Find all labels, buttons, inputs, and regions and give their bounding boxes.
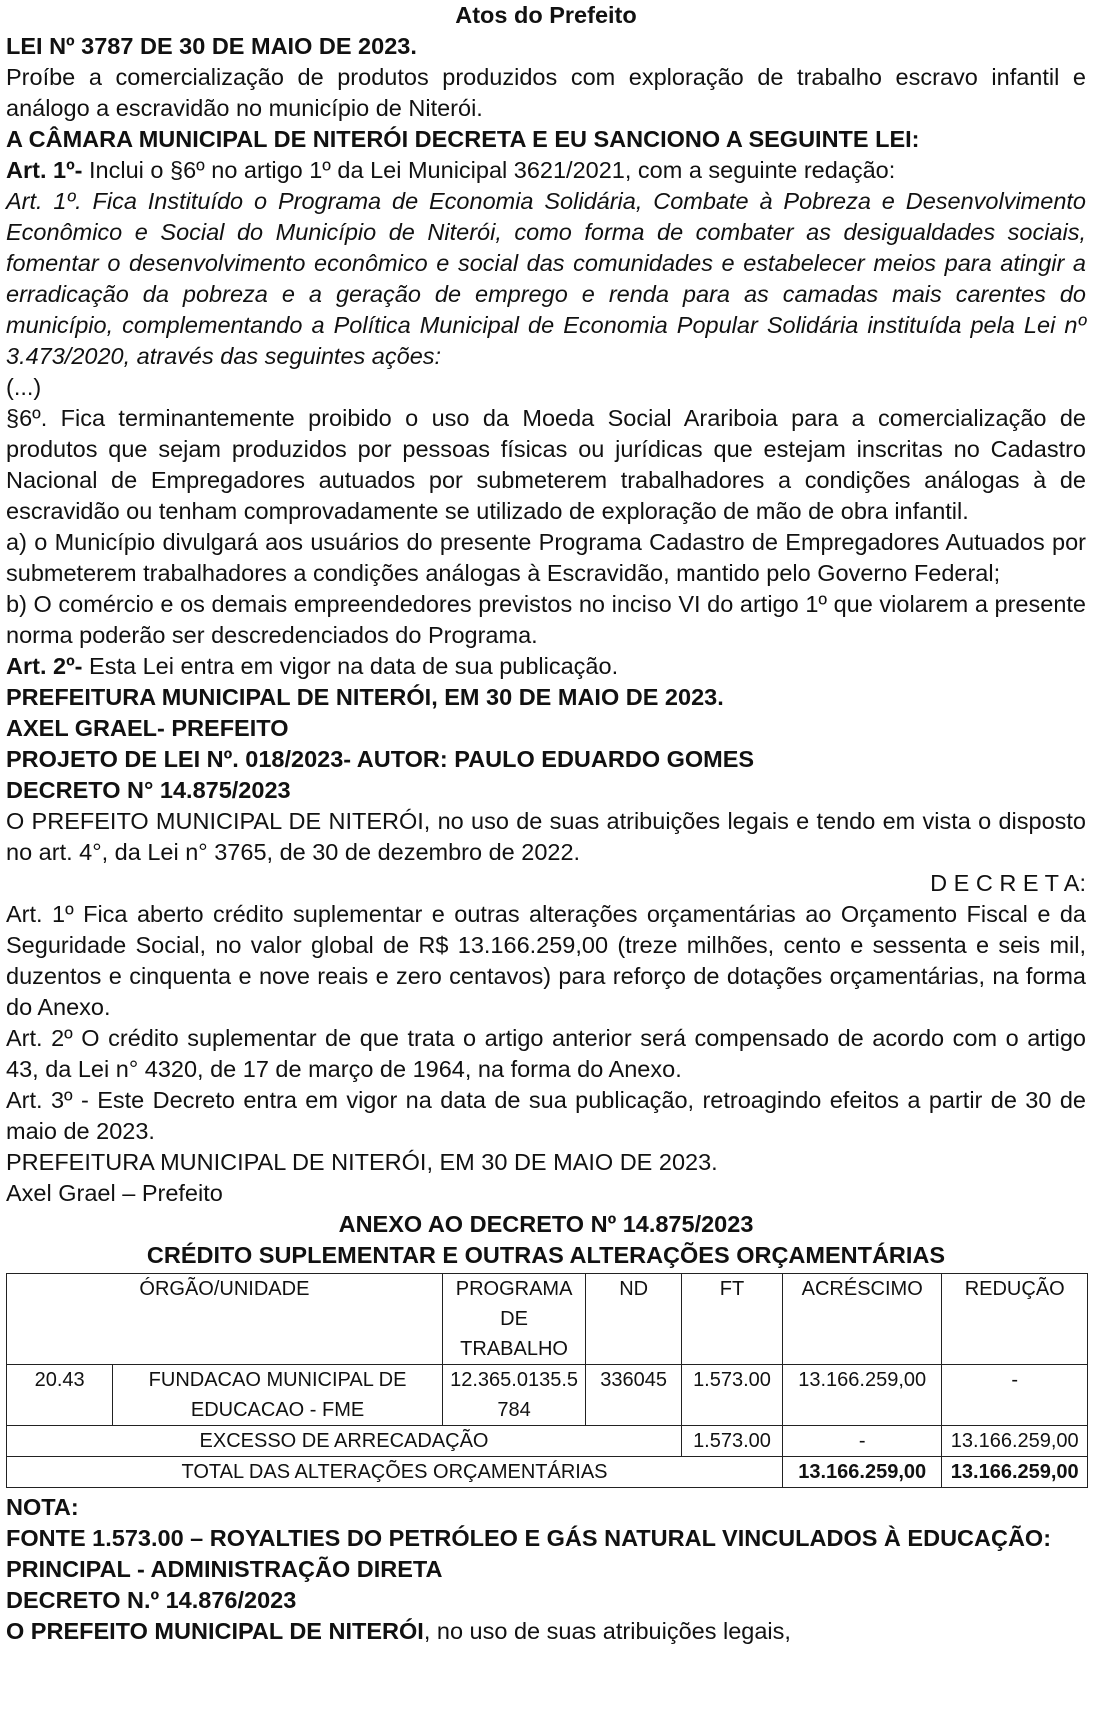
- decree2-title: DECRETO N.º 14.876/2023: [6, 1587, 297, 1613]
- cell-programa: 12.365.0135.5784: [442, 1365, 586, 1426]
- annex-subtitle: CRÉDITO SUPLEMENTAR E OUTRAS ALTERAÇÕES ORÇAMENTÁRIAS: [146, 1242, 946, 1268]
- cell-excesso-reducao: 13.166.259,00: [942, 1426, 1088, 1457]
- decree-art2: Art. 2º O crédito suplementar de que trata o artigo anterior será compensado de acordo com o artigo 43, da Lei n° 4320, de 17 de março de 1964, na forma do Anexo.: [6, 1025, 1086, 1082]
- header-programa: PROGRAMA DE TRABALHO: [442, 1274, 586, 1365]
- decree2-preamble: [6, 1616, 1086, 1647]
- header-acrescimo: ACRÉSCIMO: [782, 1274, 941, 1365]
- law-title: LEI Nº 3787 DE 30 DE MAIO DE 2023.: [6, 33, 417, 59]
- cell-reducao: -: [942, 1365, 1088, 1426]
- decree-art1: Art. 1º Fica aberto crédito suplementar e outras alterações orçamentárias ao Orçamento Fiscal e da Seguridade Social, no valor global de R$ 13.166.259,00 (treze milhões, cento e sessenta e seis mil, duzentos e cinquenta e nove reais e zero centavos) para reforço de dotações orçamentárias, na forma do Anexo.: [6, 901, 1086, 1020]
- note-label: NOTA:: [6, 1494, 79, 1520]
- paragraph-6: §6º. Fica terminantemente proibido o uso da Moeda Social Arariboia para a comercialização de produtos que sejam produzidos por pessoas físicas ou jurídicas que estejam inscritas no Cadastro Nacional de Empregadores autuados por submeterem trabalhadores a condições análogas à de escravidão ou tenham comprovadamente se utilizado de exploração de mão de obra infantil.: [6, 405, 1086, 524]
- ellipsis: (...): [6, 374, 42, 400]
- cell-nd: 336045: [586, 1365, 682, 1426]
- header-nd: ND: [586, 1274, 682, 1365]
- decree2-preamble-rest: , no uso de suas atribuições legais,: [423, 1618, 791, 1644]
- table-row: [7, 1426, 1088, 1457]
- art1-label: Art. 1º-: [6, 157, 83, 183]
- annex-title: ANEXO AO DECRETO Nº 14.875/2023: [338, 1211, 754, 1237]
- law-signature: AXEL GRAEL- PREFEITO: [6, 715, 289, 741]
- cell-code: 20.43: [7, 1365, 113, 1426]
- cell-excesso-acrescimo: -: [782, 1426, 941, 1457]
- item-a: a) o Município divulgará aos usuários do presente Programa Cadastro de Empregadores Autuados por submeterem trabalhadores a condições análogas à Escravidão, mantido pelo Governo Federal;: [6, 529, 1086, 586]
- decree-art3: Art. 3º - Este Decreto entra em vigor na data de sua publicação, retroagindo efeitos a partir de 30 de maio de 2023.: [6, 1087, 1086, 1144]
- cell-total-reducao: 13.166.259,00: [942, 1457, 1088, 1488]
- law-prefeitura: PREFEITURA MUNICIPAL DE NITERÓI, EM 30 DE MAIO DE 2023.: [6, 684, 724, 710]
- note-text: FONTE 1.573.00 – ROYALTIES DO PETRÓLEO E GÁS NATURAL VINCULADOS À EDUCAÇÃO: PRINCIPAL - ADMINISTRAÇÃO DIRETA: [6, 1525, 1052, 1582]
- section-title: Atos do Prefeito: [455, 2, 637, 28]
- table-row: [7, 1365, 1088, 1426]
- art1-text: Inclui o §6º no artigo 1º da Lei Municipal 3621/2021, com a seguinte redação:: [82, 157, 896, 183]
- cell-excesso-ft: 1.573.00: [682, 1426, 783, 1457]
- law-projeto: PROJETO DE LEI Nº. 018/2023- AUTOR: PAULO EDUARDO GOMES: [6, 746, 755, 772]
- cell-unit: FUNDACAO MUNICIPAL DE EDUCACAO - FME: [113, 1365, 443, 1426]
- cell-acrescimo: 13.166.259,00: [782, 1365, 941, 1426]
- table-header-row: [7, 1274, 1088, 1365]
- decree-preamble: O PREFEITO MUNICIPAL DE NITERÓI, no uso de suas atribuições legais e tendo em vista o disposto no art. 4°, da Lei n° 3765, de 30 de dezembro de 2022.: [6, 808, 1086, 865]
- cell-ft: 1.573.00: [682, 1365, 783, 1426]
- header-reducao: REDUÇÃO: [942, 1274, 1088, 1365]
- law-art2: [6, 651, 1086, 682]
- quoted-art1: Art. 1º. Fica Instituído o Programa de Economia Solidária, Combate à Pobreza e Desenvolvimento Econômico e Social do Município de Niterói, como forma de combater as desigualdades sociais, fomentar o desenvolvimento econômico e social das comunidades e estabelecer meios para atingir a erradicação da pobreza e a geração de emprego e renda para as camadas mais carentes do município, complementando a Política Municipal de Economia Popular Solidária instituída pela Lei nº 3.473/2020, através das seguintes ações:: [6, 188, 1086, 369]
- art2-label: Art. 2º-: [6, 653, 83, 679]
- law-ementa: Proíbe a comercialização de produtos produzidos com exploração de trabalho escravo infantil e análogo a escravidão no município de Niterói.: [6, 64, 1086, 121]
- decree2-preamble-bold: O PREFEITO MUNICIPAL DE NITERÓI: [6, 1618, 424, 1644]
- header-orgao: ÓRGÃO/UNIDADE: [7, 1274, 443, 1365]
- header-ft: FT: [682, 1274, 783, 1365]
- law-art1: [6, 155, 1086, 186]
- decree-signature: Axel Grael – Prefeito: [6, 1180, 223, 1206]
- cell-excesso-label: EXCESSO DE ARRECADAÇÃO: [7, 1426, 682, 1457]
- table-total-row: [7, 1457, 1088, 1488]
- cell-total-acrescimo: 13.166.259,00: [782, 1457, 941, 1488]
- decree-decreta: D E C R E T A:: [930, 870, 1086, 896]
- decree-prefeitura: PREFEITURA MUNICIPAL DE NITERÓI, EM 30 DE MAIO DE 2023.: [6, 1149, 718, 1175]
- art2-text: Esta Lei entra em vigor na data de sua publicação.: [82, 653, 619, 679]
- law-enactment: A CÂMARA MUNICIPAL DE NITERÓI DECRETA E EU SANCIONO A SEGUINTE LEI:: [6, 126, 920, 152]
- decree-title: DECRETO N° 14.875/2023: [6, 777, 291, 803]
- budget-table: [6, 1273, 1088, 1488]
- cell-total-label: TOTAL DAS ALTERAÇÕES ORÇAMENTÁRIAS: [7, 1457, 783, 1488]
- item-b: b) O comércio e os demais empreendedores previstos no inciso VI do artigo 1º que violarem a presente norma poderão ser descredenciados do Programa.: [6, 591, 1086, 648]
